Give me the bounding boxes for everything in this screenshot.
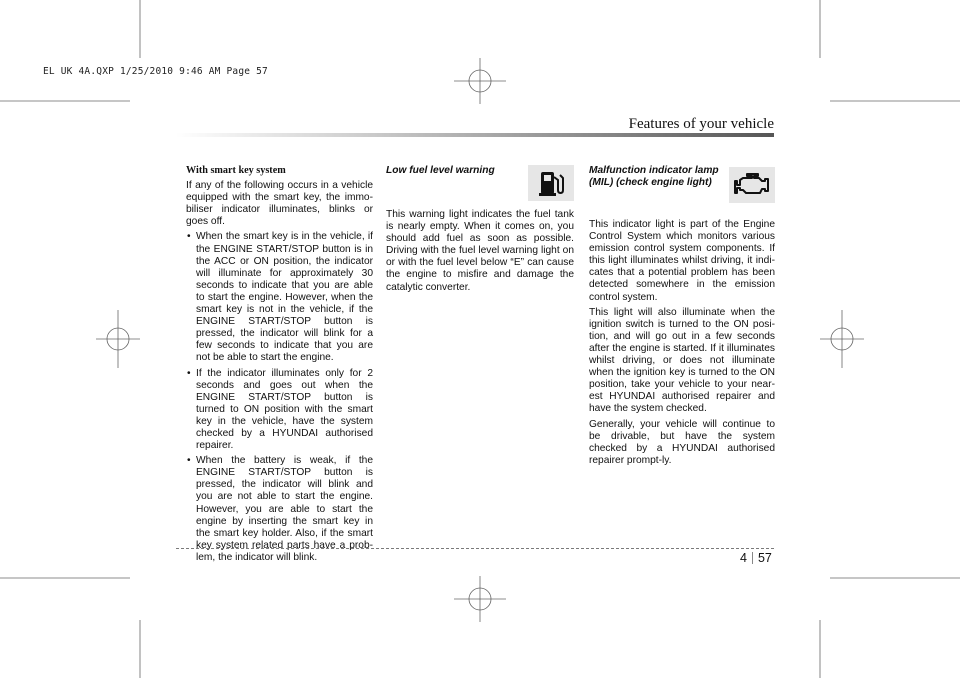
registration-mark-left	[96, 310, 140, 368]
mil-paragraph: This indicator light is part of the Engine Control System which monitors various emission control system components. If this light illuminates whilst driving, it indi-cates that a potential problem has been detected somewhere in the emission control system.	[589, 219, 775, 303]
low-fuel-paragraph: This warning light indicates the fuel tank is nearly empty. When it comes on, you should add fuel as soon as possible. Driving with the fuel level warning light on or with the fuel level below “E” can cause the engine to misfire and damage the catalytic converter.	[386, 209, 574, 293]
bullet-item: • When the smart key is in the vehicle, if the ENGINE START/STOP button is in the ACC or ON position, the indicator will illuminate for approximately 30 seconds to indicate that you are able to start the engine. However, when the smart key is not in the vehicle, if the ENGINE START/STOP button is pressed, the indicator will blink for a few seconds to indicate that you are not be able to start the engine.	[186, 231, 373, 364]
bullet-item: • If the indicator illuminates only for 2 seconds and goes out when the ENGINE START/STOP button is turned to ON position with the smart key in the vehicle, have the system checked by a HYUNDAI authorised repairer.	[186, 368, 373, 453]
chapter-number: 4	[740, 551, 747, 565]
mil-heading-line1: Malfunction indicator lamp	[589, 165, 719, 176]
mil-paragraph: This light will also illuminate when the ignition switch is turned to the ON posi-tion, and will go out in a few seconds after the engine is started. If it illuminates whilst driving, or does not illuminate when the ignition key is turned to the ON position, take your vehicle to your near-est HYUNDAI authorised repairer and have the system checked.	[589, 306, 775, 415]
bullet-item: • When the battery is weak, if the ENGINE START/STOP button is pressed, the indicator will blink and you are not able to start the engine. However, you are able to start the engine by inserting the smart key in the smart key holder. Also, if the smart key system related parts have a prob-lem, the indicator will blink.	[186, 455, 373, 564]
registration-mark-top	[454, 58, 506, 104]
intro-paragraph: If any of the following occurs in a vehicle equipped with the smart key, the immo-biliser indicator illuminates, blinks or goes off.	[186, 180, 373, 228]
running-head: Features of your vehicle	[628, 116, 774, 132]
subheading-smart-key: With smart key system	[186, 165, 286, 176]
page-number-value: 57	[757, 551, 772, 565]
section-heading-low-fuel: Low fuel level warning	[386, 165, 495, 176]
mil-paragraph: Generally, your vehicle will continue to be drivable, but have the system checked by a HYUNDAI authorised repairer prompt-ly.	[589, 418, 775, 466]
registration-mark-right	[820, 310, 864, 368]
header-rule	[176, 133, 774, 137]
fuel-pump-icon	[528, 165, 574, 201]
registration-mark-bottom	[454, 576, 506, 622]
bullet-list	[186, 231, 373, 564]
page-number	[740, 551, 772, 565]
column-low-fuel	[386, 165, 574, 297]
check-engine-icon	[729, 167, 775, 203]
column-mil	[589, 165, 775, 470]
print-slug: EL UK 4A.QXP 1/25/2010 9:46 AM Page 57	[43, 66, 268, 77]
column-smart-key	[186, 165, 373, 567]
footer-rule	[176, 548, 774, 549]
mil-heading-line2: (MIL) (check engine light)	[589, 177, 712, 188]
